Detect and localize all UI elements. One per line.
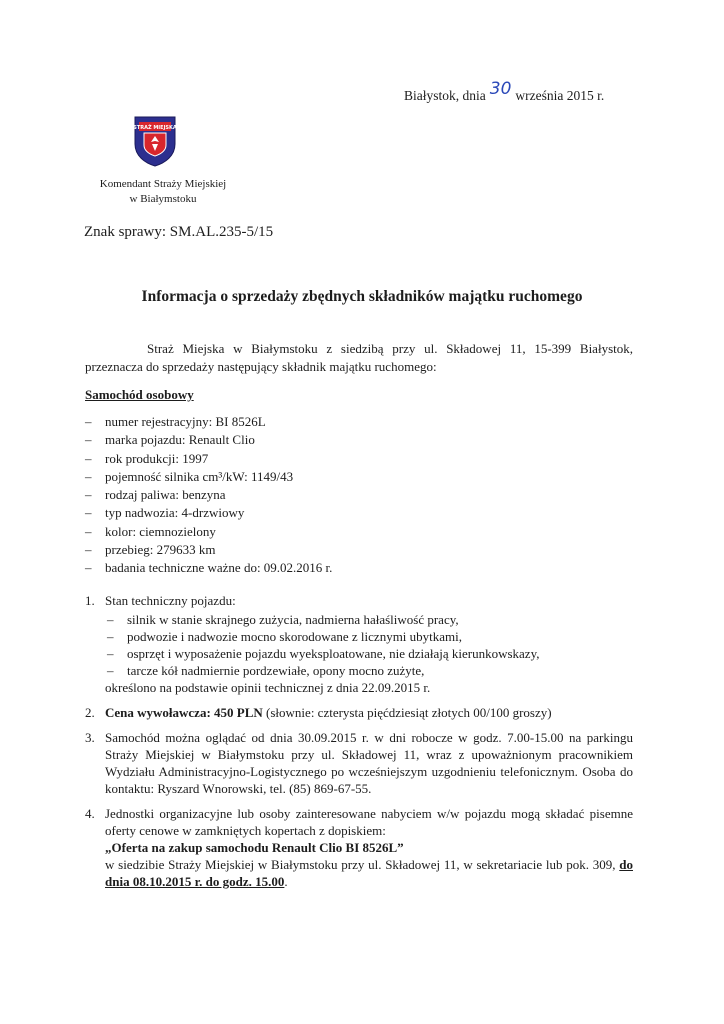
intro-line-1: Straż Miejska w Białymstoku z siedzibą przy ul. Składowej 11, 15-399 Białystok, — [147, 341, 633, 356]
offers-text: Jednostki organizacyjne lub osoby zainteresowane nabyciem w/w pojazdu mogą składać pisemne oferty cenowe w zamkniętych kopertach z dopiskiem: — [105, 806, 633, 838]
condition-sub-list — [105, 611, 633, 679]
list-item: – marka pojazdu: Renault Clio — [85, 432, 255, 448]
condition-title: Stan techniczny pojazdu: — [105, 593, 236, 608]
condition-closing: określono na podstawie opinii technicznej z dnia 22.09.2015 r. — [105, 680, 431, 695]
list-item: – rodzaj paliwa: benzyna — [85, 487, 226, 503]
offer-deadline: do dnia 08.10.2015 r. do godz. 15.00 — [105, 857, 633, 889]
document-title: Informacja o sprzedaży zbędnych składników majątku ruchomego — [141, 288, 583, 305]
price-in-words: (słownie: czterysta pięćdziesiąt złotych 00/100 groszy) — [262, 705, 552, 720]
technical-condition-item: 1. Stan techniczny pojazdu: – silnik w stanie skrajnego zużycia, nadmierna hałaśliwość pracy, – podwozie i nadwozie mocno skorodowane z licznymi ubytkami, – osprzęt i wyposażenie pojazdu wyeksploatowane, nie działają kierunkowskazy, – tarcze kół nadmiernie pordzewiałe, opony mocno zużyte, określono na podstawie opinii technicznej z dnia 22.09.2015 r. — [85, 592, 633, 696]
issuer-block — [85, 177, 241, 207]
list-item: – podwozie i nadwozie mocno skorodowane z licznymi ubytkami, — [105, 628, 633, 645]
list-item: – numer rejestracyjny: BI 8526L — [85, 414, 266, 429]
issuer-line-2: w Białymstoku — [129, 193, 197, 205]
list-item: – osprzęt i wyposażenie pojazdu wyeksploatowane, nie działają kierunkowskazy, — [105, 645, 633, 662]
date-prefix: Białystok, dnia — [404, 88, 486, 103]
viewing-info-item: 3. Samochód można oglądać od dnia 30.09.2015 r. w dni robocze w godz. 7.00-15.00 na parkingu Straży Miejskiej w Białymstoku przy ul. Składowej 11, wraz z upoważnionym pracownikiem Wydziału Administracyjno-Logistycznego po wcześniejszym uzgodnieniu telefonicznym. Osoba do kontaktu: Ryszard Wnorowski, tel. (85) 869-67-55. — [85, 730, 633, 796]
list-item: – pojemność silnika cm³/kW: 1149/43 — [85, 468, 294, 484]
list-item: – silnik w stanie skrajnego zużycia, nadmierna hałaśliwość pracy, — [105, 611, 633, 628]
intro-paragraph — [85, 340, 633, 376]
numbered-list — [85, 592, 633, 898]
handwritten-day: 30 — [489, 79, 512, 99]
viewing-info-text: Samochód można oglądać od dnia 30.09.2015 r. w dni robocze w godz. 7.00-15.00 na parkingu Straży Miejskiej w Białymstoku przy ul. Składowej 11, wraz z upoważnionym pracownikiem Wydziału Administracyjno-Logistycznego po wcześniejszym uzgodnieniu telefonicznym. Osoba do kontaktu: Ryszard Wnorowski, tel. (85) 869-67-55. — [105, 730, 633, 796]
offers-location: w siedzibie Straży Miejskiej w Białymstoku przy ul. Składowej 11, w sekretariacie lub pok. 309, — [105, 857, 620, 872]
intro-line-2: przeznacza do sprzedaży następujący składnik majątku ruchomego: — [85, 359, 437, 374]
list-item: – rok produkcji: 1997 — [85, 450, 209, 466]
city-guard-emblem-icon — [132, 114, 178, 168]
list-item: – tarcze kół nadmiernie pordzewiałe, opony mocno zużyte, — [105, 662, 633, 679]
list-item: – kolor: ciemnozielony — [85, 523, 216, 539]
offer-label: „Oferta na zakup samochodu Renault Clio BI 8526L” — [105, 840, 404, 855]
starting-price-item: 2. Cena wywoławcza: 450 PLN (słownie: czterysta pięćdziesiąt złotych 00/100 groszy) — [85, 705, 552, 720]
issuer-line-1: Komendant Straży Miejskiej — [99, 178, 227, 190]
starting-price: Cena wywoławcza: 450 PLN — [105, 705, 263, 720]
case-reference: Znak sprawy: SM.AL.235-5/15 — [84, 224, 274, 240]
date-suffix: września 2015 r. — [515, 88, 605, 103]
date-line — [404, 79, 605, 105]
list-item: – badania techniczne ważne do: 09.02.2016 r. — [85, 560, 333, 576]
offers-item: 4. Jednostki organizacyjne lub osoby zainteresowane nabyciem w/w pojazdu mogą składać pisemne oferty cenowe w zamkniętych kopertach z dopiskiem: „Oferta na zakup samochodu Renault Clio BI 8526L” w siedzibie Straży Miejskiej w Białymstoku przy ul. Składowej 11, w sekretariacie lub pok. 309, do dnia 08.10.2015 r. do godz. 15.00. — [85, 806, 633, 889]
list-item: – typ nadwozia: 4-drzwiowy — [85, 505, 245, 521]
section-title: Samochód osobowy — [85, 387, 194, 402]
spec-list — [85, 413, 332, 578]
emblem-text: STRAŻ MIEJSKA — [133, 125, 177, 131]
list-item: – przebieg: 279633 km — [85, 542, 216, 558]
